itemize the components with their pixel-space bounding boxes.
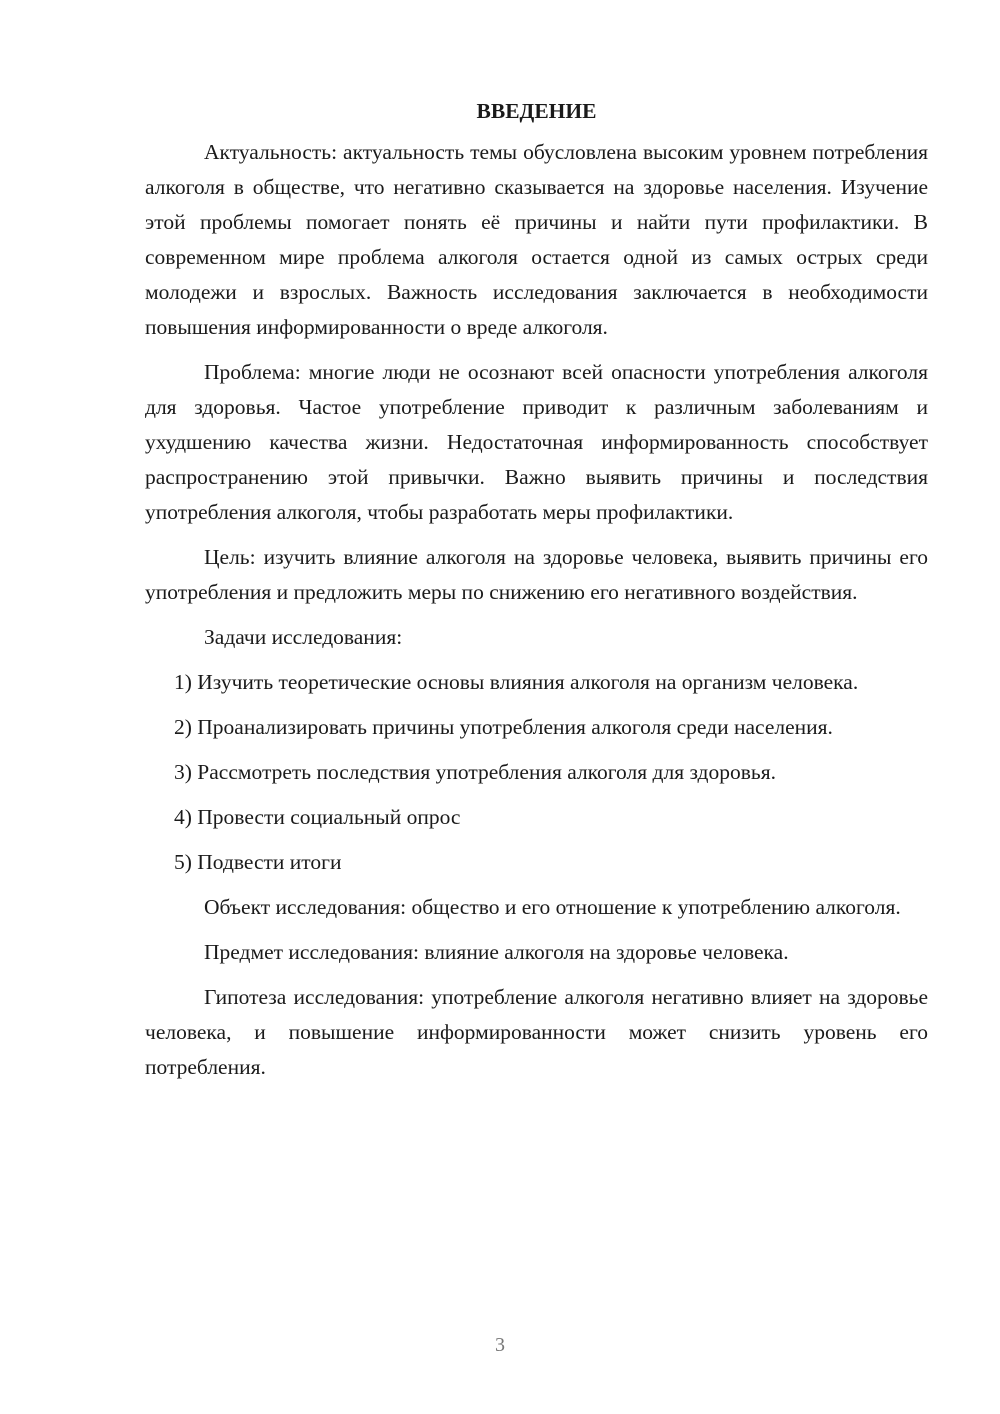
paragraph-subject: Предмет исследования: влияние алкоголя на здоровье человека. bbox=[204, 940, 789, 964]
page-number: 3 bbox=[495, 1334, 505, 1356]
task-item-3: 3) Рассмотреть последствия употребления алкоголя для здоровья. bbox=[174, 760, 776, 784]
task-item-1: 1) Изучить теоретические основы влияния алкоголя на организм человека. bbox=[174, 670, 859, 694]
page-title: ВВЕДЕНИЕ bbox=[476, 99, 597, 123]
paragraph-relevance: Актуальность: актуальность темы обусловлена высоким уровнем потребления алкоголя в обществе, что негативно сказывается на здоровье населения. Изучение этой проблемы помогает понять её причины и найти пути профилактики. В современном мире проблема алкоголя остается одной из самых острых среди молодежи и взрослых. Важность исследования заключается в необходимости повышения информированности о вреде алкоголя. bbox=[145, 140, 928, 339]
task-item-2: 2) Проанализировать причины употребления алкоголя среди населения. bbox=[174, 715, 833, 739]
task-item-4: 4) Провести социальный опрос bbox=[174, 805, 461, 829]
tasks-heading: Задачи исследования: bbox=[204, 625, 403, 649]
document-page bbox=[145, 96, 928, 1095]
paragraph-goal: Цель: изучить влияние алкоголя на здоровье человека, выявить причины его употребления и предложить меры по снижению его негативного воздействия. bbox=[145, 545, 928, 604]
task-item-5: 5) Подвести итоги bbox=[174, 850, 342, 874]
paragraph-problem: Проблема: многие люди не осознают всей опасности употребления алкоголя для здоровья. Частое употребление приводит к различным заболеваниям и ухудшению качества жизни. Недостаточная информированность способствует распространению этой привычки. Важно выявить причины и последствия употребления алкоголя, чтобы разработать меры профилактики. bbox=[145, 360, 928, 524]
paragraph-object: Объект исследования: общество и его отношение к употреблению алкоголя. bbox=[204, 895, 901, 919]
paragraph-hypothesis: Гипотеза исследования: употребление алкоголя негативно влияет на здоровье человека, и повышение информированности может снизить уровень его потребления. bbox=[145, 985, 928, 1079]
